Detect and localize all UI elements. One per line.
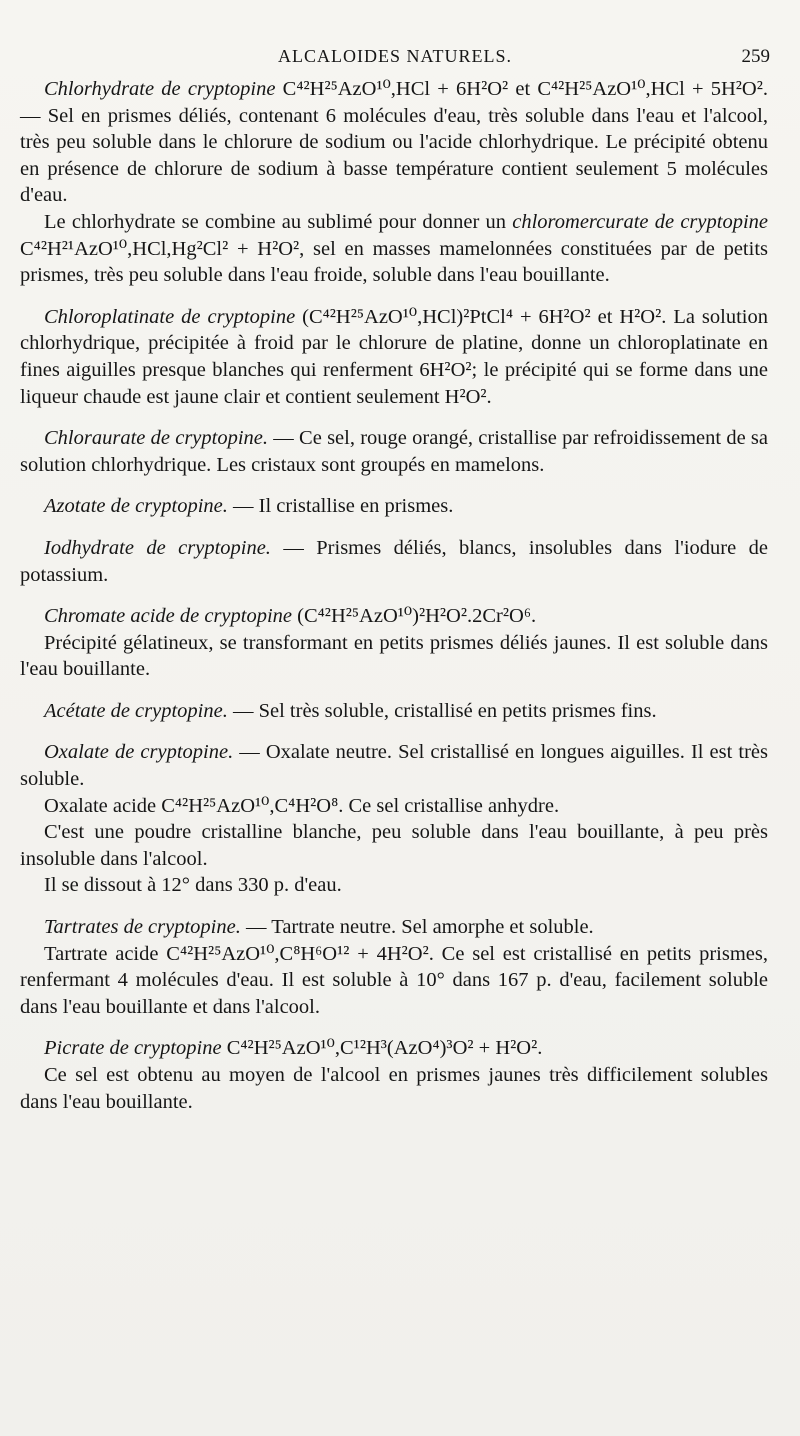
section-title: Acétate de cryptopine. (44, 699, 228, 722)
paragraph-text: — Ce sel, rouge orangé, cristallise par refroidissement de sa solution chlorhydrique. Les cristaux sont groupés en mamelons. (20, 427, 768, 476)
paragraph-text: Ce sel est obtenu au moyen de l'alcool en prismes jaunes très difficilement solubles dans l'eau bouillante. (20, 1064, 768, 1113)
paragraph-chromate (20, 603, 768, 630)
paragraph-text: — Il cristallise en prismes. (227, 495, 454, 518)
section-title: Azotate de cryptopine. (44, 495, 228, 518)
paragraph-text: C⁴²H²⁵AzO¹⁰,C¹²H³(AzO⁴)³O² + H²O². (221, 1037, 543, 1060)
page-number: 259 (741, 46, 770, 67)
paragraph-text: — Tartrate neutre. Sel amorphe et soluble. (240, 916, 594, 939)
paragraph-text: C⁴²H²⁵AzO¹⁰,HCl + 6H²O² et C⁴²H²⁵AzO¹⁰,HCl + 5H²O². — Sel en prismes déliés, contenant 6 molécules d'eau, très soluble dans l'eau et l'alcool, très peu soluble dans le chlorure de sodium ou l'acide chlorhydrique. Le précipité obtenu en présence de chlorure de sodium à basse température contient seulement 5 molécules d'eau. (20, 78, 768, 207)
section-title: Chloroplatinate de cryptopine (44, 305, 296, 328)
paragraph-text: Oxalate acide C⁴²H²⁵AzO¹⁰,C⁴H²O⁸. Ce sel cristallise anhydre. (44, 794, 560, 817)
paragraph-chloroplatinate (20, 304, 768, 410)
running-title: ALCALOIDES NATURELS. (278, 46, 512, 66)
paragraph-text: — Prismes déliés, blancs, insolubles dans l'iodure de potassium. (20, 536, 768, 586)
section-title: Chlorhydrate de cryptopine (44, 78, 276, 100)
page-header (20, 42, 770, 72)
paragraph-picrate-desc (20, 1062, 768, 1115)
paragraph-oxalate-acide (20, 793, 768, 820)
paragraph-text: Tartrate acide C⁴²H²⁵AzO¹⁰,C⁸H⁶O¹² + 4H²O². Ce sel est cristallisé en petits prismes, renfermant 4 molécules d'eau. Il est soluble à 10° dans 167 p. d'eau, facilement soluble dans l'eau bouillante et dans l'alcool. (20, 942, 768, 1018)
paragraph-iodhydrate (20, 535, 768, 588)
paragraph-picrate (20, 1035, 768, 1062)
paragraph-text: (C⁴²H²⁵AzO¹⁰)²H²O².2Cr²O⁶. (292, 605, 537, 628)
section-title: Oxalate de cryptopine. (44, 741, 234, 764)
paragraph-text: C'est une poudre cristalline blanche, peu soluble dans l'eau bouillante, à peu près insoluble dans l'alcool. (20, 821, 768, 870)
section-title: Chromate acide de cryptopine (44, 605, 293, 628)
section-title: Picrate de cryptopine (44, 1037, 222, 1060)
paragraph-text: — Oxalate neutre. Sel cristallisé en longues aiguilles. Il est très soluble. (20, 741, 768, 791)
paragraph-text: — Sel très soluble, cristallisé en petits prismes fins. (227, 699, 657, 722)
paragraph-chloraurate (20, 425, 768, 478)
paragraph-text: Il se dissout à 12° dans 330 p. d'eau. (44, 874, 342, 897)
paragraph-text: Le chlorhydrate se combine au sublimé pour donner un (44, 210, 513, 233)
page-body (20, 76, 768, 1115)
paragraph-chromate-desc (20, 630, 768, 683)
paragraph-text: C⁴²H²¹AzO¹⁰,HCl,Hg²Cl² + H²O², sel en masses mamelonnées constituées par de petits prismes, très peu soluble dans l'eau froide, soluble dans l'eau bouillante. (20, 237, 768, 287)
paragraph-oxalate (20, 739, 768, 792)
paragraph-azotate (20, 493, 768, 520)
inline-title: chloromercurate de cryptopine (512, 210, 768, 233)
paragraph-acetate (20, 698, 768, 725)
section-title: Chloraurate de cryptopine. (44, 427, 269, 450)
paragraph-oxalate-desc (20, 819, 768, 872)
paragraph-tartrate-acide (20, 941, 768, 1021)
paragraph-text: (C⁴²H²⁵AzO¹⁰,HCl)²PtCl⁴ + 6H²O² et H²O². La solution chlorhydrique, précipitée à froid par le chlorure de platine, donne un chloroplatinate en fines aiguilles presque blanches qui renferment 6H²O²; le précipité qui se forme dans une liqueur chaude est jaune clair et contient seulement H²O². (20, 305, 768, 408)
paragraph-oxalate-solubility (20, 872, 768, 899)
paragraph-tartrates (20, 914, 768, 941)
paragraph-chlorhydrate (20, 76, 768, 209)
paragraph-chloromercurate (20, 209, 768, 289)
section-title: Tartrates de cryptopine. (44, 916, 241, 939)
section-title: Iodhydrate de cryptopine. (44, 536, 271, 559)
paragraph-text: Précipité gélatineux, se transformant en petits prismes déliés jaunes. Il est soluble dans l'eau bouillante. (20, 631, 768, 681)
